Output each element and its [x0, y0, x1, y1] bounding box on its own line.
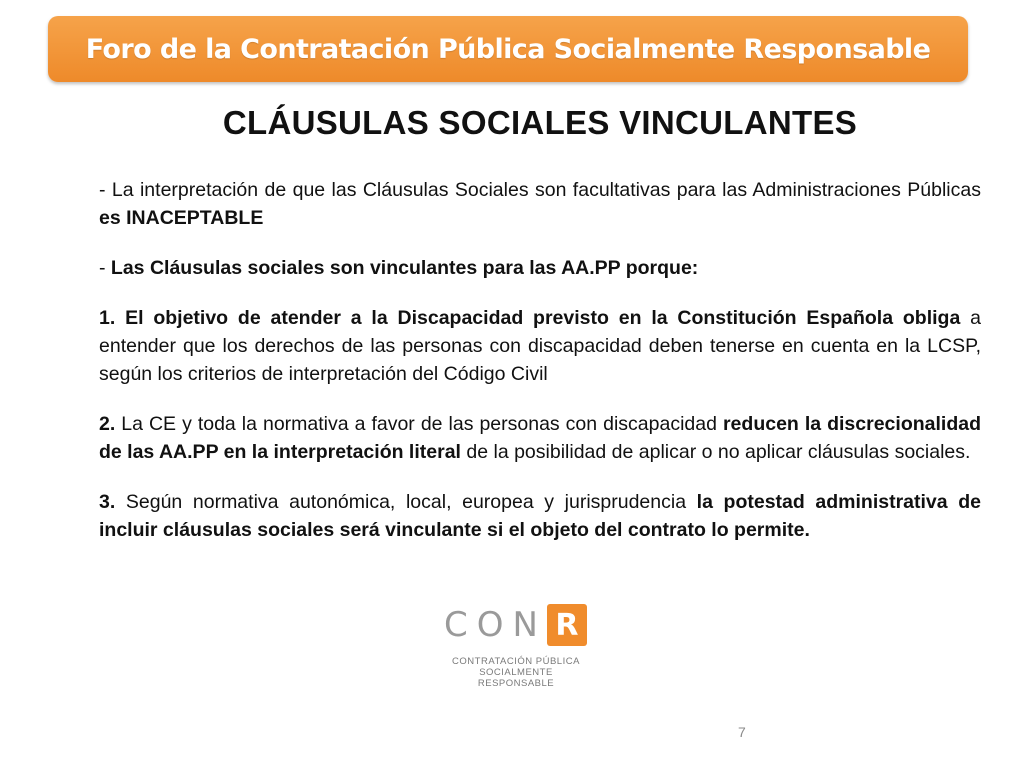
paragraph-5-text: Según normativa autonómica, local, europea y jurisprudencia [115, 491, 697, 513]
paragraph-2 [99, 254, 981, 282]
logo-letters: CON [444, 605, 547, 645]
paragraph-5-emphasis: la potestad administrativa de incluir cláusulas sociales será vinculante si el objeto del contrato lo permite. [99, 491, 981, 541]
paragraph-1-text: - La interpretación de que las Cláusulas Sociales son facultativas para las Administraciones Públicas [99, 179, 981, 201]
paragraph-4-text-a: La CE y toda la normativa a favor de las personas con discapacidad [115, 413, 723, 435]
header-banner [48, 16, 968, 82]
logo-subtitle-line2: SOCIALMENTE RESPONSABLE [477, 667, 555, 689]
paragraph-2-emphasis: Las Cláusulas sociales son vinculantes para las AA.PP porque: [110, 257, 699, 279]
logo-wordmark [444, 604, 587, 646]
logo-subtitle-line1: CONTRATACIÓN PÚBLICA [452, 656, 580, 667]
paragraph-3-text: a entender que los derechos de las personas con discapacidad deben tenerse en cuenta en la LCSP, según los criterios de interpretación del Código Civil [99, 307, 981, 385]
paragraph-5 [99, 488, 981, 544]
paragraph-4-emphasis: reducen la discrecionalidad de las AA.PP en la interpretación literal [99, 413, 981, 463]
paragraph-1-emphasis: es INACEPTABLE [99, 207, 264, 229]
paragraph-2-prefix: - [99, 257, 111, 279]
conr-logo [444, 600, 584, 689]
paragraph-4-number: 2. [99, 413, 116, 435]
page-number: 7 [738, 724, 746, 740]
paragraph-4 [99, 410, 981, 466]
paragraph-4-text-b: de la posibilidad de aplicar o no aplicar cláusulas sociales. [460, 441, 971, 463]
slide-heading: CLÁUSULAS SOCIALES VINCULANTES [222, 104, 858, 141]
paragraph-3 [99, 304, 981, 388]
paragraph-1 [99, 176, 981, 232]
banner-title: Foro de la Contratación Pública Socialmente Responsable [85, 33, 931, 65]
paragraph-5-number: 3. [99, 491, 116, 513]
paragraph-3-emphasis: 1. El objetivo de atender a la Discapacidad previsto en la Constitución Española obliga [99, 307, 961, 329]
slide-body [99, 176, 981, 566]
logo-r-box: R [547, 604, 587, 646]
